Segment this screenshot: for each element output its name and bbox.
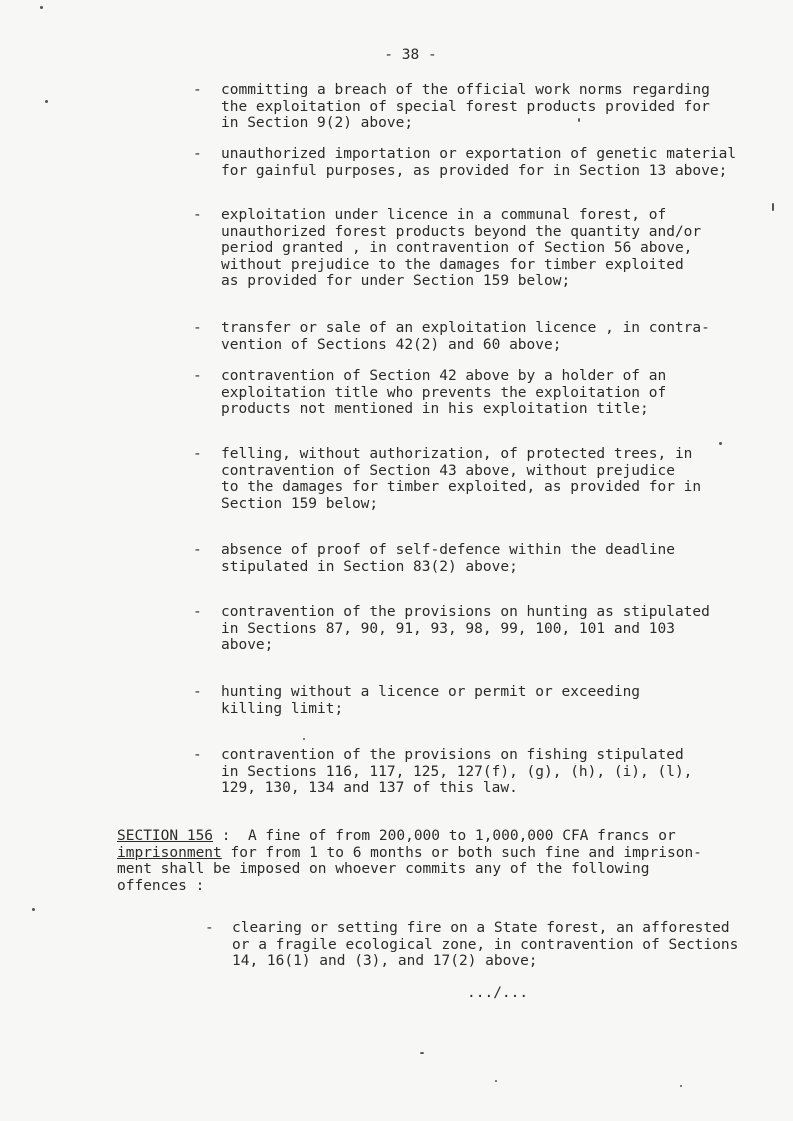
- list-dash: -: [193, 368, 202, 384]
- section-line-3: ment shall be imposed on whoever commits any of the following: [117, 861, 650, 877]
- scan-speck: [32, 908, 35, 911]
- list-dash: -: [205, 920, 214, 936]
- list-item: [193, 446, 793, 512]
- scan-speck: [719, 442, 722, 445]
- section-text: : A fine of from 200,000 to 1,000,000 CFA francs or: [213, 828, 676, 844]
- list-item-text: committing a breach of the official work norms regarding the exploitation of special forest products provided for in Section 9(2) above;: [221, 82, 710, 131]
- list-item-text: hunting without a licence or permit or exceeding killing limit;: [221, 684, 641, 717]
- list-dash: -: [193, 207, 202, 223]
- section-line-4: offences :: [117, 877, 205, 894]
- list-item: [193, 207, 793, 289]
- section-heading: SECTION 156: [117, 828, 214, 844]
- list-item-text: unauthorized importation or exportation of genetic material for gainful purposes, as provided for in Section 13 above;: [221, 146, 737, 179]
- section-line-1: [117, 828, 787, 845]
- list-dash: -: [193, 542, 202, 558]
- list-item-text: transfer or sale of an exploitation licence , in contra- vention of Sections 42(2) and 60 above;: [221, 320, 710, 353]
- list-dash: -: [193, 320, 202, 336]
- list-item: [193, 604, 793, 670]
- section-line-2: [117, 845, 787, 862]
- list-item-text: felling, without authorization, of protected trees, in contravention of Section 43 above, without prejudice to the damages for timber exploited, as provided for in Section 159 below;: [221, 446, 702, 512]
- scan-speck: [495, 1080, 497, 1082]
- list-item-text: contravention of Section 42 above by a holder of an exploitation title who prevents the exploitation of products not mentioned in his exploitation title;: [221, 368, 667, 417]
- section-paragraph: [117, 828, 787, 894]
- scan-speck: [40, 6, 43, 9]
- list-dash: -: [193, 82, 202, 98]
- scan-speck: [303, 738, 305, 740]
- page-number: - 38 -: [384, 47, 437, 63]
- list-item-text: contravention of the provisions on fishing stipulated in Sections 116, 117, 125, 127(f), (g), (h), (i), (l), 129, 130, 134 and 137 of this law.: [221, 747, 693, 796]
- list-item-text: absence of proof of self-defence within the deadline stipulated in Section 83(2) above;: [221, 542, 675, 575]
- list-dash: -: [193, 747, 202, 763]
- list-dash: -: [193, 604, 202, 620]
- list-item: [193, 747, 793, 813]
- list-dash: -: [193, 146, 202, 162]
- list-item: [193, 542, 793, 608]
- list-dash: -: [193, 684, 202, 700]
- scan-speck: [772, 203, 774, 211]
- section-text: for from 1 to 6 months or both such fine and imprison-: [221, 844, 702, 861]
- list-item-text: contravention of the provisions on hunting as stipulated in Sections 87, 90, 91, 93, 98, 99, 100, 101 and 103 above;: [221, 604, 710, 653]
- list-item-text: clearing or setting fire on a State forest, an afforested or a fragile ecological zone, in contravention of Sections 14, 16(1) and (3), and 17(2) above;: [232, 920, 739, 969]
- list-item: [193, 146, 793, 212]
- scan-speck: [45, 100, 48, 103]
- list-item: [193, 684, 793, 750]
- list-item: [193, 368, 793, 434]
- continuation-mark: .../...: [467, 985, 529, 1001]
- scan-speck: [420, 1052, 424, 1054]
- section-underlined-word: imprisonment: [117, 844, 222, 861]
- scan-speck: [680, 1085, 682, 1087]
- list-item: [193, 82, 793, 148]
- list-dash: -: [193, 446, 202, 462]
- list-item-text: exploitation under licence in a communal forest, of unauthorized forest products beyond the quantity and/or period granted , in contravention of Section 56 above, without prejudice to the damages for timber exploited as provided for under Section 159 below;: [221, 207, 702, 289]
- scan-speck: [578, 118, 580, 122]
